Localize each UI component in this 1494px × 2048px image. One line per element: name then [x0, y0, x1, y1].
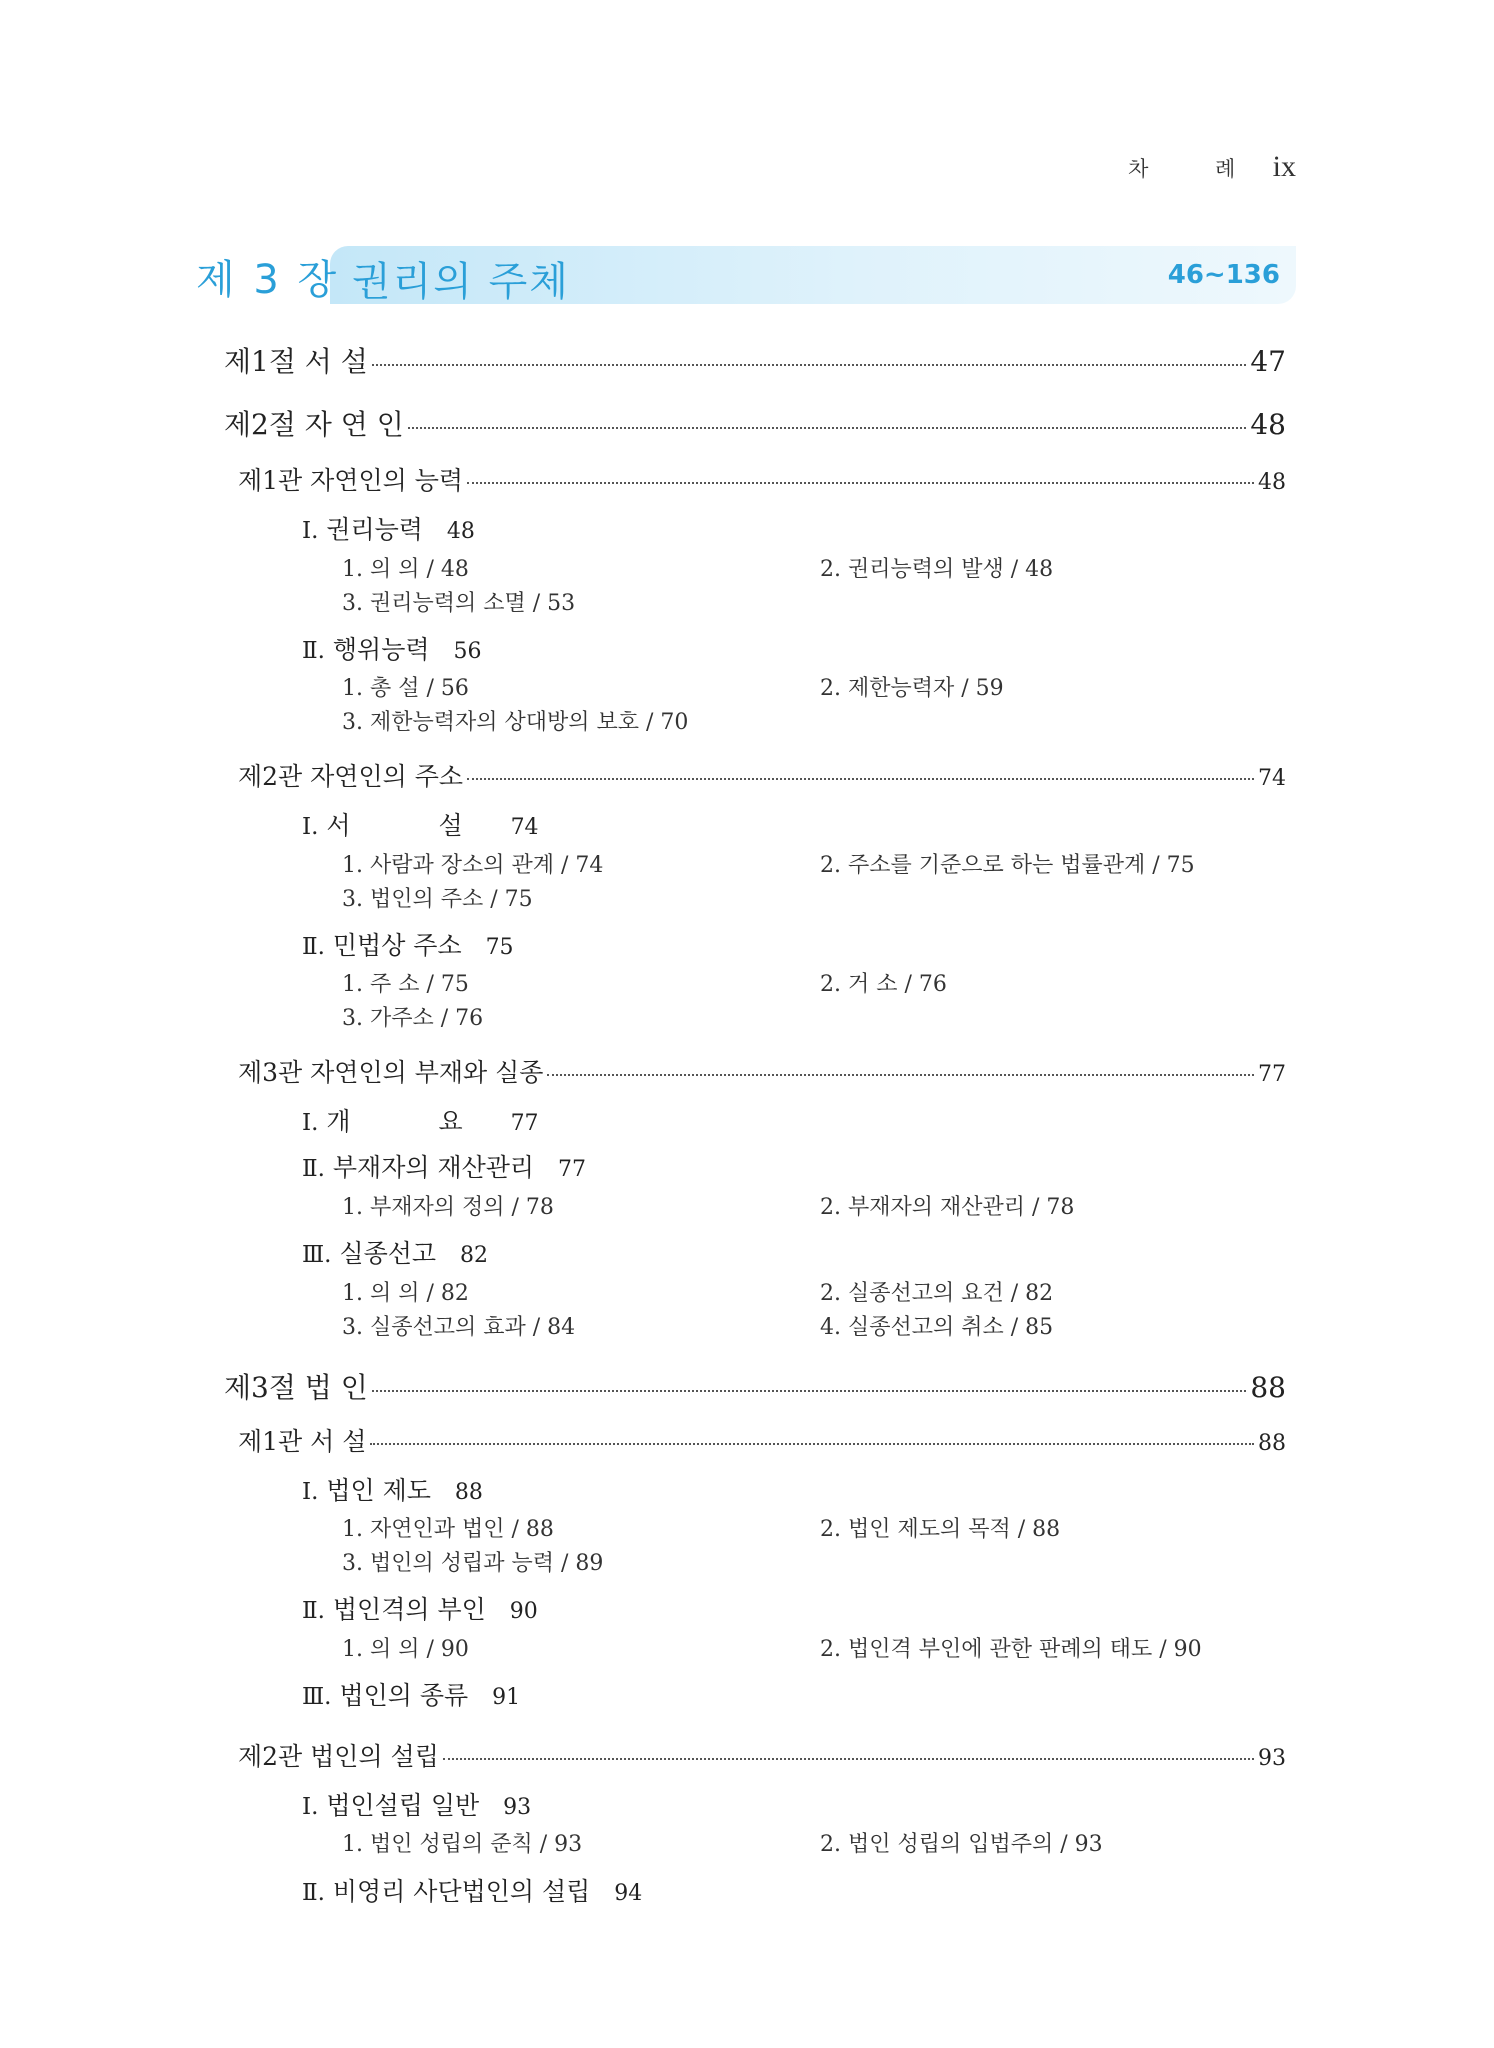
roman-numeral: Ⅰ.: [302, 518, 319, 544]
roman-numeral: Ⅱ.: [302, 934, 325, 960]
toc-item[interactable]: 2. 실종선고의 요건 / 82: [820, 1281, 1054, 1306]
heading-title: 부재자의 재산관리: [332, 1153, 535, 1182]
dot-leader: [467, 778, 1254, 780]
heading-title: 법인설립 일반: [326, 1791, 480, 1820]
subsection-page: 77: [1258, 1062, 1286, 1087]
dot-leader: [370, 1443, 1254, 1445]
subsection-page: 88: [1258, 1431, 1286, 1456]
toc-heading[interactable]: [302, 1102, 539, 1138]
section-label: 제1절 서 설: [224, 345, 368, 378]
toc-item[interactable]: 3. 제한능력자의 상대방의 보호 / 70: [342, 710, 689, 735]
toc-item[interactable]: 1. 의 의 / 90: [342, 1637, 469, 1662]
subsection-page: 74: [1258, 766, 1286, 791]
heading-title: 권리능력: [326, 515, 423, 544]
roman-numeral: Ⅱ.: [302, 1880, 325, 1906]
toc-subsection-row[interactable]: [238, 1737, 1286, 1773]
dot-leader: [372, 364, 1247, 366]
roman-numeral: Ⅲ.: [302, 1242, 332, 1268]
dot-leader: [467, 482, 1254, 484]
section-label: 제2절 자 연 인: [224, 408, 404, 441]
heading-title: 법인격의 부인: [332, 1595, 486, 1624]
subsection-page: 93: [1258, 1746, 1286, 1771]
subsection-label: 제1관 자연인의 능력: [238, 466, 463, 495]
heading-title: 법인의 종류: [339, 1681, 469, 1710]
running-header-page-number: ix: [1272, 150, 1296, 183]
roman-numeral: Ⅲ.: [302, 1684, 332, 1710]
toc-item[interactable]: 2. 법인 성립의 입법주의 / 93: [820, 1832, 1103, 1857]
toc-heading[interactable]: [302, 1676, 520, 1712]
toc-section-row[interactable]: [224, 340, 1286, 380]
chapter-page-range: 46~136: [1167, 260, 1280, 290]
toc-section-row[interactable]: [224, 403, 1286, 443]
toc-heading[interactable]: [302, 1590, 538, 1626]
toc-item[interactable]: 3. 법인의 성립과 능력 / 89: [342, 1551, 604, 1576]
toc-heading[interactable]: [302, 510, 475, 546]
roman-numeral: Ⅰ.: [302, 1479, 319, 1505]
toc-item[interactable]: 1. 주 소 / 75: [342, 972, 469, 997]
dot-leader: [547, 1074, 1254, 1076]
heading-page: 74: [510, 815, 539, 840]
toc-subsection-row[interactable]: [238, 757, 1286, 793]
toc-heading[interactable]: [302, 630, 481, 666]
toc-heading[interactable]: [302, 1148, 586, 1184]
heading-page: 90: [509, 1599, 538, 1624]
roman-numeral: Ⅱ.: [302, 638, 325, 664]
toc-subsection-row[interactable]: [238, 1053, 1286, 1089]
heading-title: 법인 제도: [326, 1476, 431, 1505]
running-header-label: 차 례: [1128, 157, 1266, 181]
roman-numeral: Ⅱ.: [302, 1598, 325, 1624]
heading-page: 94: [614, 1881, 643, 1906]
chapter-title: 권리의 주체: [352, 259, 570, 305]
toc-item[interactable]: 1. 법인 성립의 준칙 / 93: [342, 1832, 583, 1857]
toc-item[interactable]: 2. 거 소 / 76: [820, 972, 947, 997]
heading-title: 비영리 사단법인의 설립: [332, 1877, 591, 1906]
roman-numeral: Ⅰ.: [302, 814, 319, 840]
roman-numeral: Ⅰ.: [302, 1794, 319, 1820]
heading-title: 실종선고: [339, 1239, 437, 1268]
heading-title: 민법상 주소: [332, 931, 462, 960]
toc-item[interactable]: 3. 실종선고의 효과 / 84: [342, 1315, 576, 1340]
toc-heading[interactable]: [302, 1471, 483, 1507]
subsection-label: 제1관 서 설: [238, 1427, 367, 1456]
section-label: 제3절 법 인: [224, 1371, 368, 1404]
toc-item[interactable]: 4. 실종선고의 취소 / 85: [820, 1315, 1054, 1340]
toc-subsection-row[interactable]: [238, 1422, 1286, 1458]
chapter-number: 제 3 장: [196, 257, 340, 303]
heading-page: 93: [503, 1795, 532, 1820]
toc-section-row[interactable]: [224, 1366, 1286, 1406]
section-page: 48: [1250, 408, 1286, 441]
section-page: 88: [1250, 1371, 1286, 1404]
heading-page: 82: [460, 1243, 489, 1268]
toc-item[interactable]: 2. 제한능력자 / 59: [820, 676, 1004, 701]
toc-item[interactable]: 3. 가주소 / 76: [342, 1006, 484, 1031]
toc-item[interactable]: 2. 부재자의 재산관리 / 78: [820, 1195, 1075, 1220]
heading-title: 서 설: [326, 811, 503, 840]
toc-item[interactable]: 1. 의 의 / 82: [342, 1281, 469, 1306]
toc-item[interactable]: 2. 법인격 부인에 관한 판례의 태도 / 90: [820, 1637, 1202, 1662]
heading-page: 75: [485, 935, 514, 960]
subsection-label: 제2관 자연인의 주소: [238, 762, 463, 791]
heading-page: 56: [453, 639, 482, 664]
dot-leader: [443, 1758, 1254, 1760]
roman-numeral: Ⅰ.: [302, 1110, 319, 1136]
toc-heading[interactable]: [302, 806, 539, 842]
toc-heading[interactable]: [302, 1234, 488, 1270]
dot-leader: [372, 1390, 1247, 1392]
toc-subsection-row[interactable]: [238, 461, 1286, 497]
running-header: [1128, 150, 1296, 184]
toc-item[interactable]: 3. 권리능력의 소멸 / 53: [342, 591, 576, 616]
heading-title: 개 요: [326, 1107, 503, 1136]
toc-item[interactable]: 1. 사람과 장소의 관계 / 74: [342, 853, 604, 878]
heading-page: 88: [454, 1480, 483, 1505]
toc-item[interactable]: 1. 의 의 / 48: [342, 557, 469, 582]
heading-title: 행위능력: [332, 635, 430, 664]
toc-item[interactable]: 2. 주소를 기준으로 하는 법률관계 / 75: [820, 853, 1195, 878]
toc-heading[interactable]: [302, 1872, 642, 1908]
toc-item[interactable]: 2. 권리능력의 발생 / 48: [820, 557, 1054, 582]
roman-numeral: Ⅱ.: [302, 1156, 325, 1182]
toc-heading[interactable]: [302, 1786, 531, 1822]
heading-page: 77: [558, 1157, 587, 1182]
toc-item[interactable]: 1. 부재자의 정의 / 78: [342, 1195, 554, 1220]
heading-page: 48: [446, 519, 475, 544]
toc-item[interactable]: 3. 법인의 주소 / 75: [342, 887, 533, 912]
toc-item[interactable]: 1. 자연인과 법인 / 88: [342, 1517, 554, 1542]
dot-leader: [408, 427, 1247, 429]
toc-item[interactable]: 2. 법인 제도의 목적 / 88: [820, 1517, 1061, 1542]
section-page: 47: [1250, 345, 1286, 378]
subsection-label: 제3관 자연인의 부재와 실종: [238, 1058, 544, 1087]
subsection-label: 제2관 법인의 설립: [238, 1742, 439, 1771]
toc-heading[interactable]: [302, 926, 514, 962]
heading-page: 91: [492, 1685, 521, 1710]
toc-item[interactable]: 1. 총 설 / 56: [342, 676, 469, 701]
subsection-page: 48: [1258, 470, 1286, 495]
heading-page: 77: [510, 1111, 539, 1136]
